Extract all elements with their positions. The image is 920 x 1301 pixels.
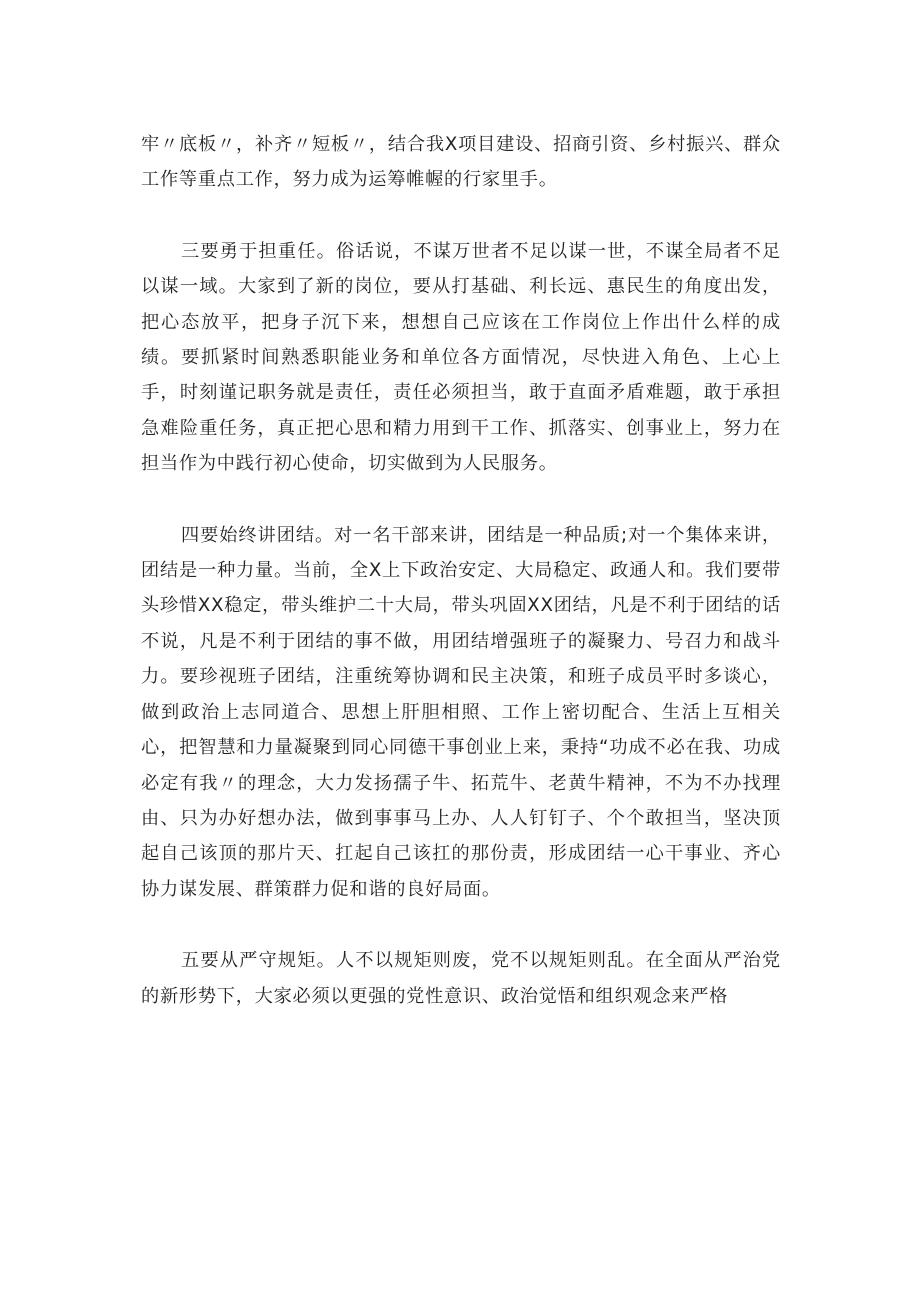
document-body	[141, 127, 781, 1014]
paragraph-unity: 四要始终讲团结。对一名干部来讲，团结是一种品质;对一个集体来讲，团结是一种力量。当前，全X上下政治安定、大局稳定、政通人和。我们要带头珍惜XX稳定，带头维护二十大局，带头巩固XX团结，凡是不利于团结的话不说，凡是不利于团结的事不做，用团结增强班子的凝聚力、号召力和战斗力。要珍视班子团结，注重统筹协调和民主决策，和班子成员平时多谈心，做到政治上志同道合、思想上肝胆相照、工作上密切配合、生活上互相关心，把智慧和力量凝聚到同心同德干事创业上来，秉持“功成不必在我、功成必定有我〃的理念，大力发扬孺子牛、拓荒牛、老黄牛精神，不为不办找理由、只为办好想办法，做到事事马上办、人人钉钉子、个个敢担当，坚决顶起自己该顶的那片天、扛起自己该扛的那份责，形成团结一心干事业、齐心协力谋发展、群策群力促和谐的良好局面。	[141, 524, 781, 900]
paragraph-take-responsibility: 三要勇于担重任。俗话说，不谋万世者不足以谋一世，不谋全局者不足以谋一域。大家到了新的岗位，要从打基础、利长远、惠民生的角度出发，把心态放平，把身子沉下来，想想自己应该在工作岗位上作出什么样的成绩。要抓紧时间熟悉职能业务和单位各方面情况，尽快进入角色、上心上手，时刻谨记职务就是责任，责任必须担当，敢于直面矛盾难题，敢于承担急难险重任务，真正把心思和精力用到干工作、抓落实、创事业上，努力在担当作为中践行初心使命，切实做到为人民服务。	[141, 240, 781, 475]
paragraph-continuation: 牢〃底板〃，补齐〃短板〃，结合我X项目建设、招商引资、乡村振兴、群众工作等重点工作，努力成为运筹帷幄的行家里手。	[141, 134, 781, 191]
paragraph-discipline: 五要从严守规矩。人不以规矩则废，党不以规矩则乱。在全面从严治党的新形势下，大家必须以更强的党性意识、政治觉悟和组织观念来严格	[141, 950, 781, 1007]
